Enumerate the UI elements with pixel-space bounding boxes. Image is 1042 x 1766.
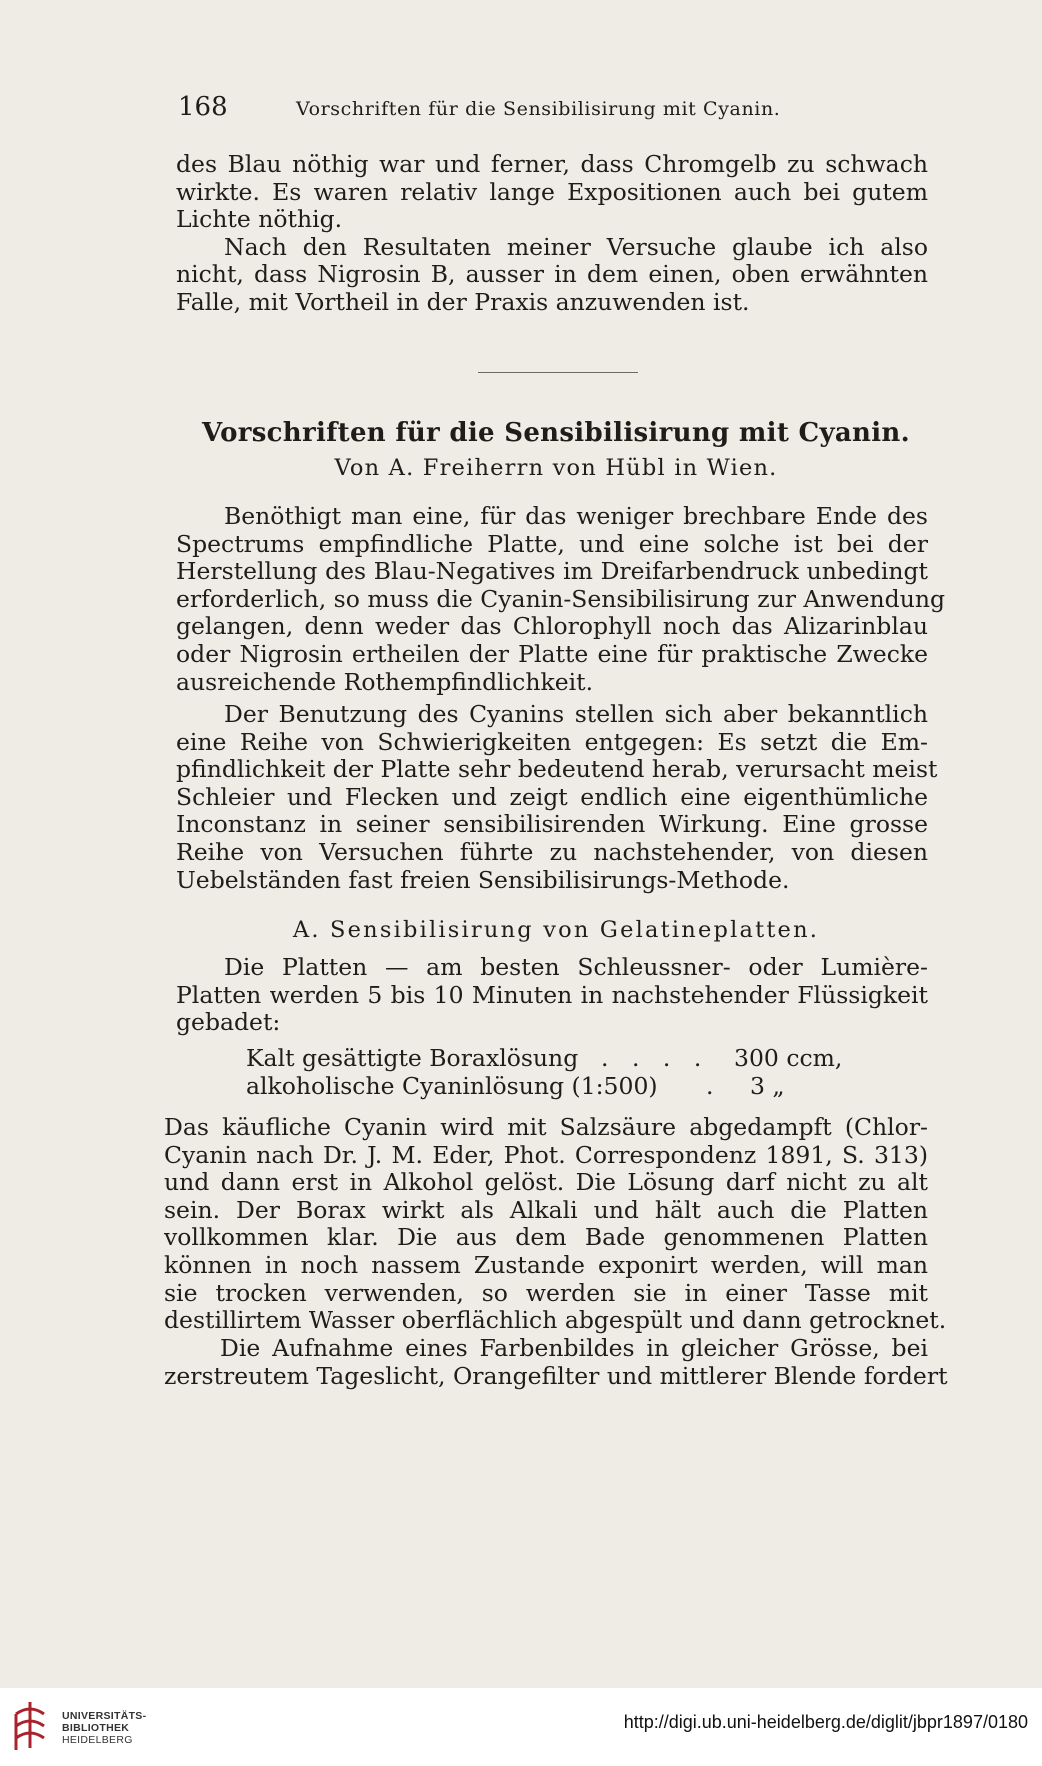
text-line: destillirtem Wasser oberflächlich abgespült und dann getrocknet. bbox=[164, 1306, 947, 1335]
text-line: des Blau nöthig war und ferner, dass Chromgelb zu schwach bbox=[176, 150, 928, 178]
library-logo-icon bbox=[10, 1698, 50, 1754]
paragraph-2 bbox=[176, 700, 938, 894]
paragraph-3 bbox=[164, 1113, 947, 1335]
paragraph-1 bbox=[176, 502, 946, 696]
text-line: pfindlichkeit der Platte sehr bedeutend herab, verursacht meist bbox=[176, 755, 938, 784]
recipe-list bbox=[246, 1044, 856, 1100]
text-line: Herstellung des Blau-Negatives im Dreifarbendruck unbedingt bbox=[176, 557, 928, 586]
text-line: Platten werden 5 bis 10 Minuten in nachstehender Flüssigkeit bbox=[176, 980, 928, 1009]
text-line: erforderlich, so muss die Cyanin-Sensibilisirung zur Anwendung bbox=[176, 584, 946, 613]
running-head: Vorschriften für die Sensibilisirung mit Cyanin. bbox=[296, 98, 781, 120]
recipe-row bbox=[246, 1072, 856, 1100]
text-line: Nach den Resultaten meiner Versuche glaube ich also bbox=[224, 232, 928, 261]
leader-dots: . bbox=[706, 1072, 722, 1100]
recipe-quantity: 300 ccm, bbox=[734, 1044, 843, 1072]
recipe-quantity: 3 „ bbox=[750, 1072, 785, 1100]
text-line: Benöthigt man eine, für das weniger brechbare Ende des bbox=[224, 502, 928, 530]
text-line: eine Reihe von Schwierigkeiten entgegen: Es setzt die Em- bbox=[176, 727, 928, 756]
text-line: Uebelständen fast freien Sensibilisirungs-Methode. bbox=[176, 865, 790, 894]
section-a-paragraph bbox=[176, 954, 928, 1037]
library-name-line: BIBLIOTHEK bbox=[62, 1722, 130, 1734]
text-line: vollkommen klar. Die aus dem Bade genommenen Platten bbox=[164, 1223, 928, 1252]
page-number: 168 bbox=[178, 92, 228, 122]
text-line: ausreichende Rothempfindlichkeit. bbox=[176, 667, 594, 696]
text-line: sie trocken verwenden, so werden sie in einer Tasse mit bbox=[164, 1278, 928, 1307]
library-name bbox=[62, 1710, 146, 1746]
text-line: Lichte nöthig. bbox=[176, 205, 343, 234]
text-line: Schleier und Flecken und zeigt endlich eine eigenthümliche bbox=[176, 782, 928, 811]
section-divider bbox=[478, 372, 638, 373]
text-line: Die Aufnahme eines Farbenbildes in gleicher Grösse, bei bbox=[220, 1334, 928, 1362]
text-line: Reihe von Versuchen führte zu nachstehender, von diesen bbox=[176, 837, 928, 866]
section-heading: A. Sensibilisirung von Gelatineplatten. bbox=[292, 917, 820, 943]
text-line: wirkte. Es waren relativ lange Expositionen auch bei gutem bbox=[176, 177, 928, 206]
article-byline: Von A. Freiherrn von Hübl in Wien. bbox=[334, 455, 778, 481]
paragraph-4 bbox=[164, 1334, 948, 1390]
text-line: Spectrums empfindliche Platte, und eine solche ist bei der bbox=[176, 529, 928, 558]
text-line: können in noch nassem Zustande exponirt werden, will man bbox=[164, 1250, 928, 1279]
text-line: Das käufliche Cyanin wird mit Salzsäure abgedampft (Chlor- bbox=[164, 1113, 928, 1141]
text-line: gelangen, denn weder das Chlorophyll noch das Alizarinblau bbox=[176, 612, 928, 641]
page-header bbox=[178, 92, 818, 128]
leader-dots: . . . . bbox=[601, 1044, 710, 1072]
recipe-ingredient: alkoholische Cyaninlösung (1:500) bbox=[246, 1072, 658, 1100]
intro-paragraph bbox=[176, 151, 928, 317]
text-line: zerstreutem Tageslicht, Orangefilter und mittlerer Blende fordert bbox=[164, 1361, 948, 1390]
library-name-line: HEIDELBERG bbox=[62, 1734, 133, 1746]
source-url-link[interactable]: http://digi.ub.uni-heidelberg.de/diglit/jbpr1897/0180 bbox=[623, 1712, 1028, 1732]
text-line: gebadet: bbox=[176, 1008, 281, 1037]
text-line: Cyanin nach Dr. J. M. Eder, Phot. Correspondenz 1891, S. 313) bbox=[164, 1140, 928, 1169]
text-line: oder Nigrosin ertheilen der Platte eine für praktische Zwecke bbox=[176, 639, 928, 668]
recipe-ingredient: Kalt gesättigte Boraxlösung bbox=[246, 1044, 579, 1072]
text-line: Der Benutzung des Cyanins stellen sich aber bekanntlich bbox=[224, 700, 928, 728]
text-line: Die Platten — am besten Schleussner- oder Lumière- bbox=[224, 953, 928, 981]
text-line: Falle, mit Vortheil in der Praxis anzuwenden ist. bbox=[176, 287, 750, 316]
text-line: nicht, dass Nigrosin B, ausser in dem einen, oben erwähnten bbox=[176, 260, 928, 289]
recipe-row bbox=[246, 1044, 856, 1072]
article-title: Vorschriften für die Sensibilisirung mit Cyanin. bbox=[202, 418, 910, 448]
text-line: Inconstanz in seiner sensibilisirenden Wirkung. Eine grosse bbox=[176, 810, 928, 839]
text-line: und dann erst in Alkohol gelöst. Die Lösung darf nicht zu alt bbox=[164, 1168, 928, 1197]
text-line: sein. Der Borax wirkt als Alkali und hält auch die Platten bbox=[164, 1195, 928, 1224]
library-name-line: UNIVERSITÄTS- bbox=[62, 1710, 147, 1722]
footer-bar bbox=[0, 1688, 1042, 1766]
